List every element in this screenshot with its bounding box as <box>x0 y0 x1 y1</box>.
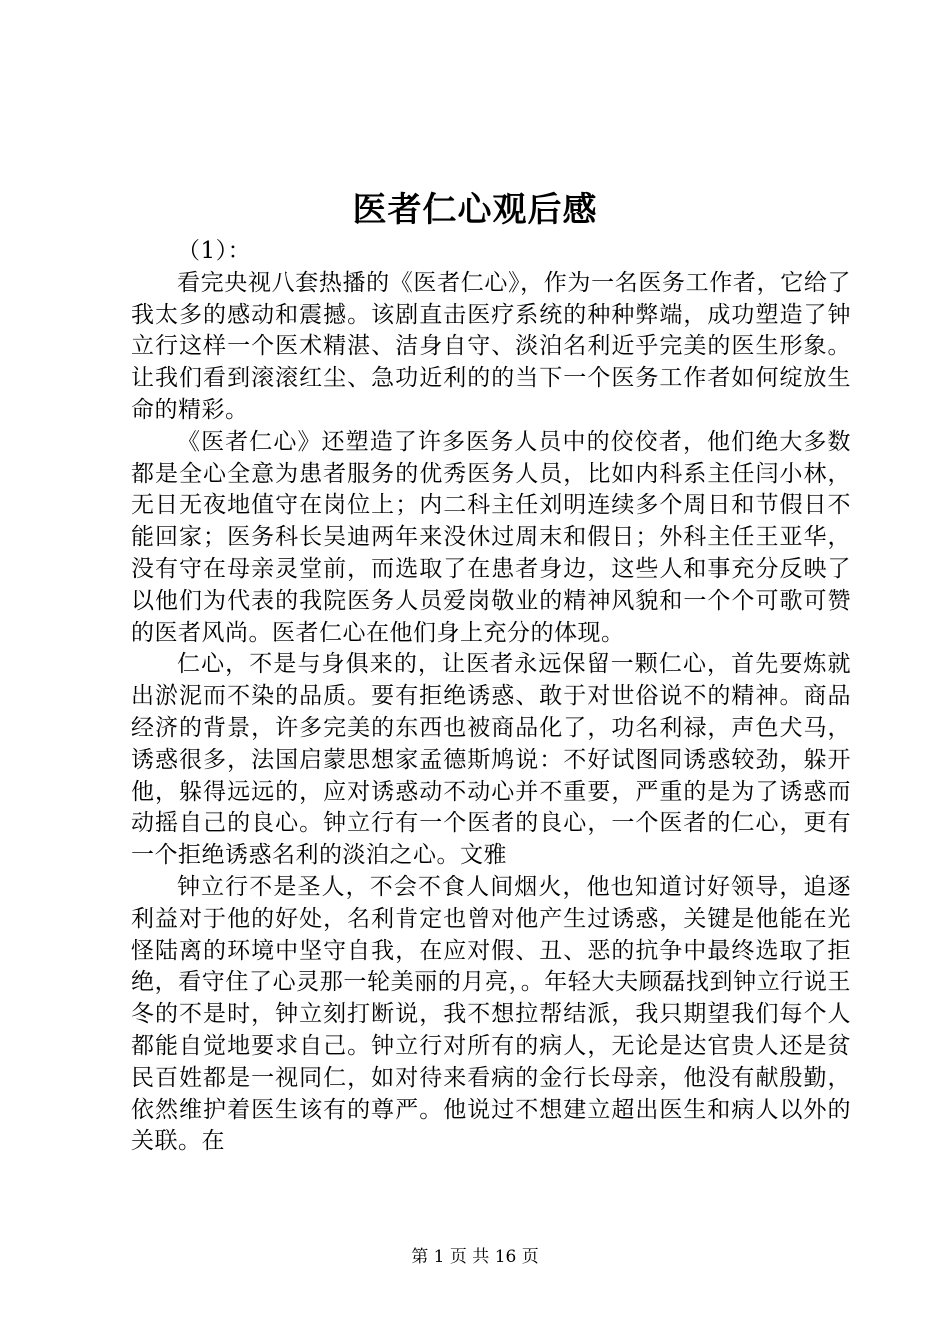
paragraph: 看完央视八套热播的《医者仁心》，作为一名医务工作者，它给了我太多的感动和震撼。该剧直击医疗系统的种种弊端，成功塑造了钟立行这样一个医术精湛、洁身自守、淡泊名利近乎完美的医生形象。让我们看到滚滚红尘、急功近利的的当下一个医务工作者如何绽放生命的精彩。 <box>131 269 851 423</box>
document-title: 医者仁心观后感 <box>352 190 598 230</box>
paragraph: 《医者仁心》还塑造了许多医务人员中的佼佼者，他们绝大多数都是全心全意为患者服务的优秀医务人员，比如内科系主任闫小林，无日无夜地值守在岗位上；内二科主任刘明连续多个周日和节假日不能回家；医务科长吴迪两年来没休过周末和假日；外科主任王亚华，没有守在母亲灵堂前，而选取了在患者身边，这些人和事充分反映了以他们为代表的我院医务人员爱岗敬业的精神风貌和一个个可歌可赞的医者风尚。医者仁心在他们身上充分的体现。 <box>131 428 851 646</box>
page-footer: 第 1 页 共 16 页 <box>411 1247 539 1267</box>
document-body <box>131 236 851 1158</box>
paragraph: （1）： <box>177 238 252 264</box>
paragraph: 仁心，不是与身俱来的，让医者永远保留一颗仁心，首先要炼就出淤泥而不染的品质。要有拒绝诱惑、敢于对世俗说不的精神。商品经济的背景，许多完美的东西也被商品化了，功名利禄，声色犬马，诱惑很多，法国启蒙思想家孟德斯鸠说：不好试图同诱惑较劲，躲开他，躲得远远的，应对诱惑动不动心并不重要，严重的是为了诱惑而动摇自己的良心。钟立行有一个医者的良心，一个医者的仁心，更有一个拒绝诱惑名利的淡泊之心。文雅 <box>131 651 851 869</box>
paragraph: 钟立行不是圣人，不会不食人间烟火，他也知道讨好领导，追逐利益对于他的好处，名利肯定也曾对他产生过诱惑，关键是他能在光怪陆离的环境中坚守自我，在应对假、丑、恶的抗争中最终选取了拒绝，看守住了心灵那一轮美丽的月亮，。年轻大夫顾磊找到钟立行说王冬的不是时，钟立刻打断说，我不想拉帮结派，我只期望我们每个人都能自觉地要求自己。钟立行对所有的病人，无论是达官贵人还是贫民百姓都是一视同仁，如对待来看病的金行长母亲，他没有献殷勤，依然维护着医生该有的尊严。他说过不想建立超出医生和病人以外的关联。在 <box>131 873 851 1155</box>
